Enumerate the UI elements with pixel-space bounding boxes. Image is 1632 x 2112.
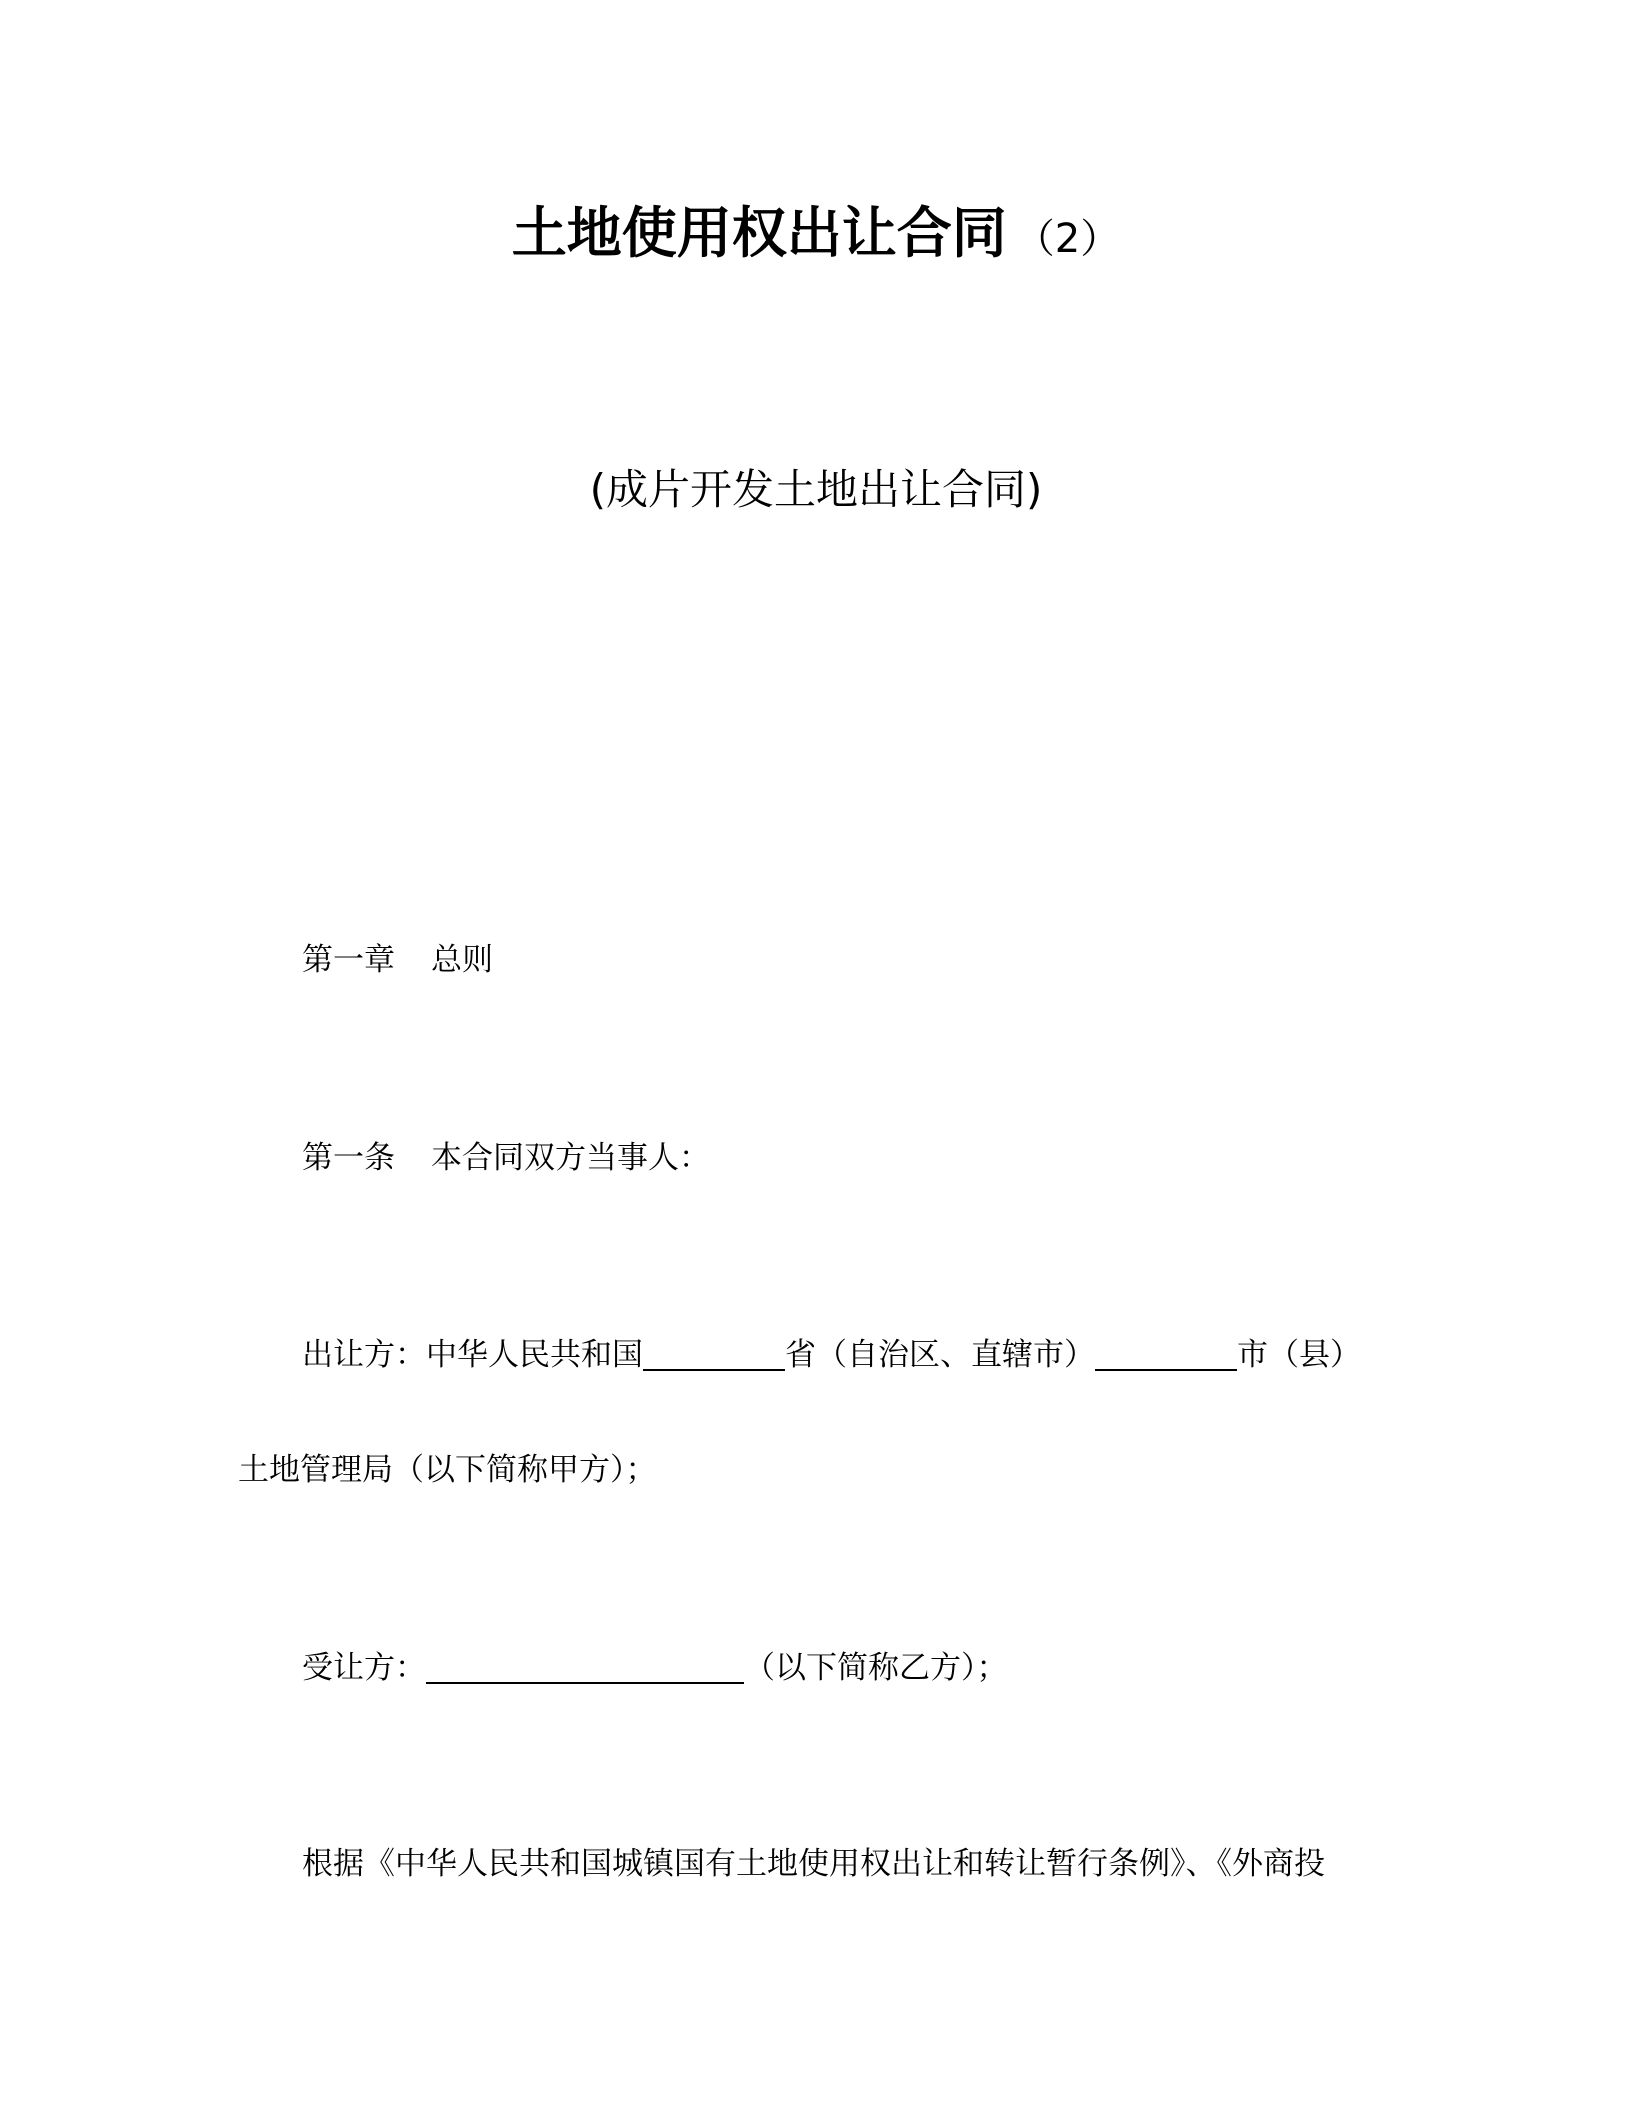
chapter-heading	[302, 938, 493, 982]
grantor-province: 省（自治区、直辖市）	[785, 1337, 1095, 1373]
grantor-label: 出让方：	[302, 1337, 426, 1373]
province-blank[interactable]	[643, 1333, 785, 1371]
grantor-line-continued: 土地管理局（以下简称甲方）；	[238, 1452, 657, 1488]
basis-paragraph: 根据《中华人民共和国城镇国有土地使用权出让和转让暂行条例》、《外商投	[302, 1846, 1325, 1882]
article-1	[302, 1136, 710, 1180]
grantor-country: 中华人民共和国	[426, 1337, 643, 1373]
document-title	[0, 198, 1632, 274]
document-subtitle: (成片开发土地出让合同)	[589, 465, 1043, 514]
grantor-city: 市（县）	[1237, 1337, 1361, 1373]
grantee-line	[302, 1646, 1008, 1690]
grantee-blank[interactable]	[426, 1646, 744, 1684]
chapter-number: 第一章	[302, 942, 395, 978]
city-blank[interactable]	[1095, 1333, 1237, 1371]
chapter-name: 总则	[431, 942, 493, 978]
title-text: 土地使用权出让合同	[511, 201, 1007, 265]
article-text: 本合同双方当事人：	[431, 1140, 710, 1176]
article-number: 第一条	[302, 1140, 395, 1176]
grantor-line	[302, 1333, 1361, 1377]
title-suffix: （2）	[1014, 216, 1121, 262]
grantee-label: 受让方：	[302, 1650, 426, 1686]
grantee-text: （以下简称乙方）；	[744, 1650, 1008, 1686]
